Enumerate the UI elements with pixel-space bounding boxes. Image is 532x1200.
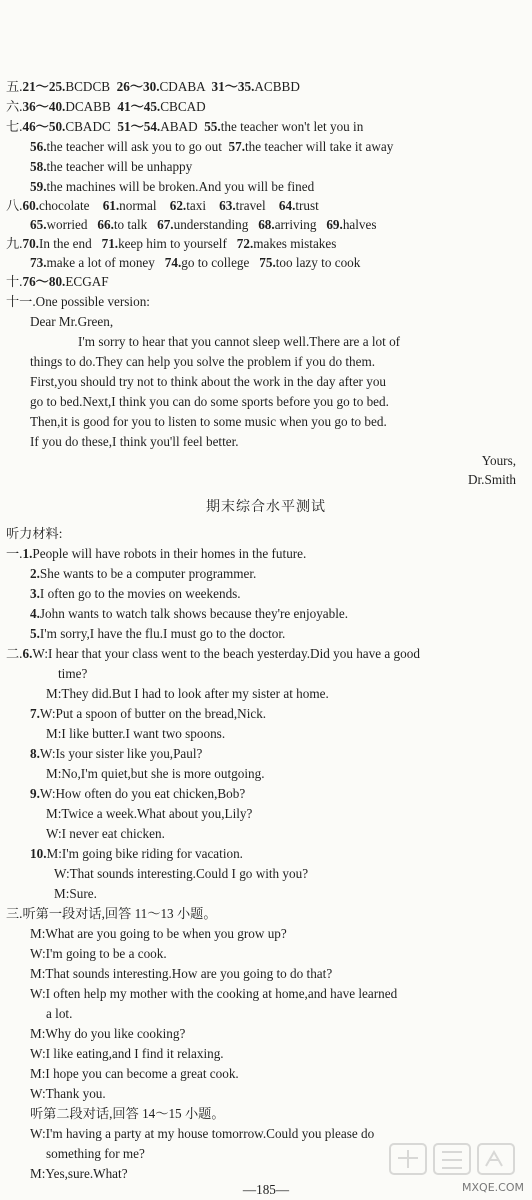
item-number: 72. — [236, 236, 254, 251]
line-text: ACBBD — [254, 79, 300, 94]
line-text: W:I like eating,and I find it relaxing. — [30, 1046, 224, 1061]
section-heading — [0, 524, 532, 543]
item-number: 57. — [228, 139, 245, 154]
line-text: M:They did.But I had to look after my sister at home. — [46, 686, 329, 701]
item-number: 70. — [22, 236, 39, 251]
line-text — [316, 217, 326, 232]
listening-line — [0, 864, 532, 883]
item-number: 65. — [30, 217, 47, 232]
section-title — [0, 498, 532, 517]
line-text: 十. — [6, 274, 23, 289]
item-number: 62. — [169, 198, 187, 213]
line-text — [155, 255, 165, 270]
line-text: W:Thank you. — [30, 1086, 106, 1101]
line-text: W:I hear that your class went to the beach yesterday.Did you have a good — [32, 646, 420, 661]
line-text: W:How often do you eat chicken,Bob? — [39, 786, 246, 801]
line-text: If you do these,I think you'll feel better. — [30, 434, 239, 449]
line-text: M:I hope you can become a great cook. — [30, 1066, 239, 1081]
line-text: 九. — [6, 236, 23, 251]
line-text: 五. — [6, 79, 23, 94]
item-number: 31～35. — [211, 79, 255, 94]
answer-line — [0, 196, 532, 215]
line-text — [227, 236, 237, 251]
line-text: M:Why do you like cooking? — [30, 1026, 186, 1041]
line-text: W:I often help my mother with the cooking at home,and have learned — [30, 986, 398, 1001]
line-text: the teacher will take it away — [245, 139, 394, 154]
answer-line — [0, 253, 532, 272]
line-text: W:I'm going to be a cook. — [30, 946, 167, 961]
line-text: 七. — [6, 119, 23, 134]
line-text: something for me? — [46, 1146, 145, 1161]
line-text: ABAD — [160, 119, 198, 134]
item-number: 64. — [278, 198, 296, 213]
listening-line — [0, 644, 532, 663]
dialogue-line — [0, 1064, 532, 1083]
line-text: arriving — [274, 217, 317, 232]
dialogue-line — [0, 1004, 532, 1023]
item-number: 4. — [30, 606, 40, 621]
line-text: I often go to the movies on weekends. — [39, 586, 241, 601]
listening-line — [0, 724, 532, 743]
line-text: DCABB — [65, 99, 111, 114]
item-number: 3. — [30, 586, 40, 601]
item-number: 61. — [102, 198, 120, 213]
item-number: 36～40. — [22, 99, 66, 114]
item-number: 63. — [219, 198, 236, 213]
listening-line — [0, 564, 532, 583]
line-text: normal — [119, 198, 157, 213]
listening-line — [0, 584, 532, 603]
line-text: Dear Mr.Green, — [30, 314, 114, 329]
letter-line — [30, 332, 516, 351]
line-text: makes mistakes — [253, 236, 337, 251]
letter-line — [30, 352, 516, 371]
listening-line — [0, 664, 532, 683]
answer-line — [0, 215, 532, 234]
item-number: 5. — [30, 626, 40, 641]
line-text: 期末综合水平测试 — [206, 500, 326, 515]
line-text: go to bed.Next,I think you can do some sports before you go to bed. — [30, 394, 389, 409]
listening-line — [0, 544, 532, 563]
line-text: things to do.They can help you solve the problem if you do them. — [30, 354, 376, 369]
item-number: 7. — [30, 706, 40, 721]
item-number: 66. — [97, 217, 114, 232]
section-heading — [0, 904, 532, 923]
line-text: 听力材料: — [6, 526, 63, 541]
letter-salutation — [0, 312, 532, 331]
line-text: 六. — [6, 99, 23, 114]
line-text — [248, 217, 258, 232]
line-text: People will have robots in their homes in the future. — [32, 546, 307, 561]
answer-line — [0, 157, 532, 176]
line-text: ECGAF — [65, 274, 109, 289]
line-text: the teacher won't let you in — [220, 119, 364, 134]
dialogue-line — [0, 984, 532, 1003]
line-text: M:Sure. — [54, 886, 97, 901]
dialogue-line — [0, 944, 532, 963]
answer-line — [0, 97, 532, 116]
line-text: 八. — [6, 198, 23, 213]
line-text: the teacher will ask you to go out — [46, 139, 222, 154]
letter-line — [30, 432, 516, 451]
line-text: M:That sounds interesting.How are you going to do that? — [30, 966, 333, 981]
item-number: 69. — [326, 217, 343, 232]
item-number: 74. — [164, 255, 182, 270]
line-text — [266, 198, 279, 213]
line-text — [88, 217, 98, 232]
listening-line — [0, 784, 532, 803]
line-text: to talk — [113, 217, 148, 232]
line-text: CDABA — [159, 79, 205, 94]
item-number: 75. — [259, 255, 276, 270]
item-number: 60. — [22, 198, 39, 213]
line-text — [157, 198, 170, 213]
line-text — [90, 198, 103, 213]
item-number: 9. — [30, 786, 40, 801]
listening-line — [0, 744, 532, 763]
line-text: a lot. — [46, 1006, 73, 1021]
line-text: I'm sorry to hear that you cannot sleep well.There are a lot of — [78, 334, 401, 349]
item-number: 2. — [30, 566, 40, 581]
line-text: halves — [342, 217, 377, 232]
item-number: 58. — [30, 159, 47, 174]
listening-line — [0, 604, 532, 623]
line-text: M:I'm going bike riding for vacation. — [46, 846, 243, 861]
line-text: 一. — [6, 546, 23, 561]
line-text — [110, 79, 117, 94]
line-text: Dr.Smith — [468, 472, 516, 487]
listening-line — [0, 684, 532, 703]
line-text: First,you should try not to think about the work in the day after you — [30, 374, 387, 389]
item-number: 6. — [22, 646, 33, 661]
item-number: 1. — [22, 546, 33, 561]
listening-line — [0, 804, 532, 823]
line-text: W:I'm having a party at my house tomorrow.Could you please do — [30, 1126, 375, 1141]
answer-line — [0, 272, 532, 291]
line-text: W:Put a spoon of butter on the bread,Nick. — [39, 706, 267, 721]
line-text: W:Is your sister like you,Paul? — [39, 746, 203, 761]
item-number: 73. — [30, 255, 47, 270]
letter-line — [30, 372, 516, 391]
item-number: 46～50. — [22, 119, 66, 134]
line-text: CBCAD — [160, 99, 206, 114]
dialogue-line — [0, 924, 532, 943]
answer-line — [0, 177, 532, 196]
listening-line — [0, 624, 532, 643]
answer-line — [0, 77, 532, 96]
line-text: Then,it is good for you to listen to some music when you go to bed. — [30, 414, 387, 429]
item-number: 71. — [101, 236, 119, 251]
line-text: W:I never eat chicken. — [46, 826, 165, 841]
line-text: 十一.One possible version: — [6, 294, 150, 309]
line-text: CBADC — [65, 119, 111, 134]
item-number: 76～80. — [22, 274, 66, 289]
line-text — [249, 255, 259, 270]
item-number: 59. — [30, 179, 47, 194]
listening-line — [0, 844, 532, 863]
line-text: trust — [295, 198, 319, 213]
item-number: 10. — [30, 846, 47, 861]
line-text: M:What are you going to be when you grow up? — [30, 926, 287, 941]
letter-line — [30, 392, 516, 411]
answer-line — [0, 137, 532, 156]
line-text: the teacher will be unhappy — [46, 159, 193, 174]
listening-line — [0, 884, 532, 903]
line-text: I'm sorry,I have the flu.I must go to the doctor. — [39, 626, 286, 641]
line-text: understanding — [173, 217, 249, 232]
item-number: 67. — [157, 217, 174, 232]
item-number: 55. — [204, 119, 221, 134]
line-text: W:That sounds interesting.Could I go with you? — [54, 866, 309, 881]
item-number: 51～54. — [117, 119, 161, 134]
line-text: 三.听第一段对话,回答 11～13 小题。 — [6, 906, 217, 921]
item-number: 8. — [30, 746, 40, 761]
item-number: 26～30. — [116, 79, 160, 94]
letter-signature — [0, 470, 532, 489]
line-text: Yours, — [481, 453, 516, 468]
dialogue-line — [0, 1084, 532, 1103]
section-heading — [0, 1104, 532, 1123]
line-text: time? — [58, 666, 88, 681]
line-text: BCDCB — [65, 79, 111, 94]
listening-line — [0, 764, 532, 783]
listening-line — [0, 704, 532, 723]
line-text: chocolate — [38, 198, 90, 213]
line-text: She wants to be a computer programmer. — [39, 566, 257, 581]
line-text: 听第二段对话,回答 14～15 小题。 — [30, 1106, 225, 1121]
line-text — [222, 139, 229, 154]
line-text: John wants to watch talk shows because they're enjoyable. — [39, 606, 349, 621]
line-text: In the end — [38, 236, 92, 251]
listening-line — [0, 824, 532, 843]
line-text: make a lot of money — [46, 255, 155, 270]
item-number: 56. — [30, 139, 47, 154]
line-text: M:Yes,sure.What? — [30, 1166, 128, 1181]
line-text: taxi — [186, 198, 206, 213]
item-number: 41～45. — [117, 99, 161, 114]
line-text: M:No,I'm quiet,but she is more outgoing. — [46, 766, 265, 781]
item-number: 68. — [258, 217, 275, 232]
line-text: go to college — [181, 255, 250, 270]
line-text — [206, 198, 219, 213]
line-text: 二. — [6, 646, 23, 661]
line-text — [147, 217, 157, 232]
line-text: —185— — [242, 1182, 290, 1197]
dialogue-line — [0, 1044, 532, 1063]
letter-line — [30, 412, 516, 431]
line-text: worried — [46, 217, 88, 232]
line-text: M:I like butter.I want two spoons. — [46, 726, 226, 741]
answer-line — [0, 117, 532, 136]
item-number: 21～25. — [22, 79, 66, 94]
line-text — [205, 79, 212, 94]
answer-line — [0, 292, 532, 311]
line-text: M:Twice a week.What about you,Lily? — [46, 806, 253, 821]
dialogue-line — [0, 964, 532, 983]
line-text: keep him to yourself — [118, 236, 227, 251]
line-text: too lazy to cook — [275, 255, 361, 270]
line-text — [92, 236, 102, 251]
dialogue-line — [0, 1024, 532, 1043]
answer-line — [0, 234, 532, 253]
line-text: the machines will be broken.And you will be fined — [46, 179, 315, 194]
line-text: travel — [235, 198, 266, 213]
letter-closing — [0, 451, 532, 470]
watermark-text: MXQE.COM — [462, 1181, 524, 1194]
